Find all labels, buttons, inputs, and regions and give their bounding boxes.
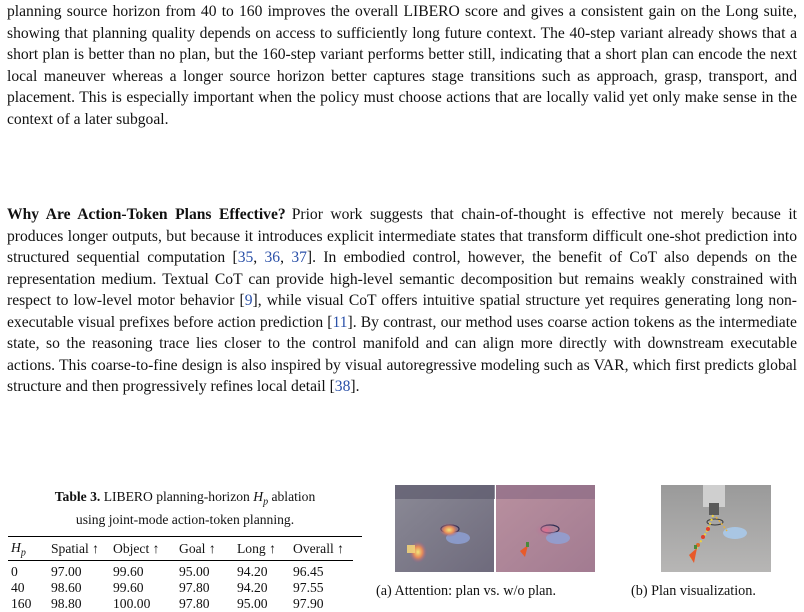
text-segment: ]. By contrast, our method uses coarse action tokens as the intermediate state, so the reasoning trace lies closer to the control manifold and can align more directly with downstream executable actions. This coarse-to-fine design is also inspired by visual autoregressive modeling such as VAR, which first predicts global structure and then progressively refines local detail [ — [7, 313, 797, 395]
citation-link[interactable]: 9 — [244, 292, 253, 309]
section-paragraph: Why Are Action-Token Plans Effective? Prior work suggests that chain-of-thought is effective not merely because it produces longer outputs, but because it introduces explicit intermediate states that transform difficult one-shot prediction into structured sequential computation [35, 36, 37]. In embodied control, however, the benefit of CoT also depends on the representation medium. Textual CoT can provide high-level semantic decomposition but remains weakly constrained with respect to low-level motor behavior [9], while visual CoT offers intuitive spatial structure yet requires generating long non-executable visual prefixes before action prediction [11]. By contrast, our method uses coarse action tokens as the intermediate state, so the reasoning trace lies closer to the control manifold and can align more directly with downstream executable actions. This coarse-to-fine design is also inspired by visual autoregressive modeling such as VAR, which first predicts global structure and then progressively refines local detail [38]. — [7, 206, 797, 395]
cell-long: 95.00 — [237, 596, 268, 612]
table-caption — [7, 488, 363, 528]
table-row — [8, 564, 353, 580]
caption-text: ablation — [271, 489, 316, 504]
cell-goal: 97.80 — [179, 596, 210, 612]
cell-hp: 0 — [11, 564, 18, 580]
table-mid-rule — [8, 560, 353, 561]
header-long: Long ↑ — [237, 541, 276, 557]
cell-long: 94.20 — [237, 580, 268, 596]
header-spatial: Spatial ↑ — [51, 541, 99, 557]
body-paragraph: planning source horizon from 40 to 160 improves the overall LIBERO score and gives a consistent gain on the Long suite, showing that planning quality depends on access to sufficiently long future context. The 40-step variant already shows that a short plan is better than no plan, but the 160-step variant performs better still, indicating that a short plan can encode the next local maneuver whereas a longer source horizon better captures stage transitions such as approach, grasp, transport, and placement. This is especially important when the policy must choose actions that are locally valid yet only make sense in the context of a later subgoal. — [7, 3, 797, 128]
plan-visualization-image — [661, 485, 771, 572]
cell-spatial: 97.00 — [51, 564, 82, 580]
header-hp: $H_p$ — [11, 539, 26, 559]
cell-spatial: 98.80 — [51, 596, 82, 612]
header-overall: Overall ↑ — [293, 541, 344, 557]
cell-overall: 97.90 — [293, 596, 324, 612]
cell-object: 99.60 — [113, 564, 144, 580]
figure-caption-b: (b) Plan visualization. — [631, 583, 756, 599]
table-header-row — [8, 537, 353, 561]
cell-overall: 96.45 — [293, 564, 324, 580]
cell-goal: 97.80 — [179, 580, 210, 596]
text-segment: ]. — [350, 378, 360, 395]
citation-link[interactable]: 38 — [334, 378, 351, 395]
cell-overall: 97.55 — [293, 580, 324, 596]
cell-goal: 95.00 — [179, 564, 210, 580]
table-row — [8, 580, 353, 596]
citation-link[interactable]: 36 — [264, 249, 281, 266]
caption-text: using joint-mode action-token planning. — [75, 511, 295, 527]
text-segment: ]. In embodied control, however, the benefit of CoT also depends on the representation medium. Textual CoT can provide high-level semantic decomposition but remains weakly constrained with respect to low-level motor behavior [ — [7, 249, 797, 309]
attention-figure — [395, 485, 595, 572]
caption-text: LIBERO planning-horizon — [103, 489, 250, 504]
section-heading: Why Are Action-Token Plans Effective? — [7, 206, 286, 223]
cell-long: 94.20 — [237, 564, 268, 580]
caption-variable: $H_p$ — [253, 489, 269, 508]
header-object: Object ↑ — [113, 541, 160, 557]
table-label: Table 3. — [54, 489, 101, 504]
text-segment: ], while visual CoT offers intuitive spatial structure yet requires generating long non-executable visual prefixes before action prediction [ — [7, 292, 797, 331]
cell-object: 99.60 — [113, 580, 144, 596]
table-row — [8, 596, 353, 612]
cell-spatial: 98.60 — [51, 580, 82, 596]
cell-hp: 160 — [11, 596, 32, 612]
text-segment: Prior work suggests that chain-of-thought is effective not merely because it produces longer outputs, but because it introduces explicit intermediate states that transform difficult one-shot prediction into structured sequential computation [ — [7, 206, 797, 266]
header-goal: Goal ↑ — [179, 541, 216, 557]
cell-object: 100.00 — [113, 596, 151, 612]
table-3 — [7, 488, 363, 612]
citation-link[interactable]: 35 — [237, 249, 254, 266]
citation-link[interactable]: 37 — [291, 249, 307, 266]
cell-hp: 40 — [11, 580, 25, 596]
figure-caption-a: (a) Attention: plan vs. w/o plan. — [376, 583, 557, 599]
citation-link[interactable]: 11 — [332, 313, 348, 331]
plan-visualization-figure — [661, 485, 771, 572]
ablation-table — [8, 537, 353, 612]
attention-heatmap-image — [395, 485, 595, 572]
